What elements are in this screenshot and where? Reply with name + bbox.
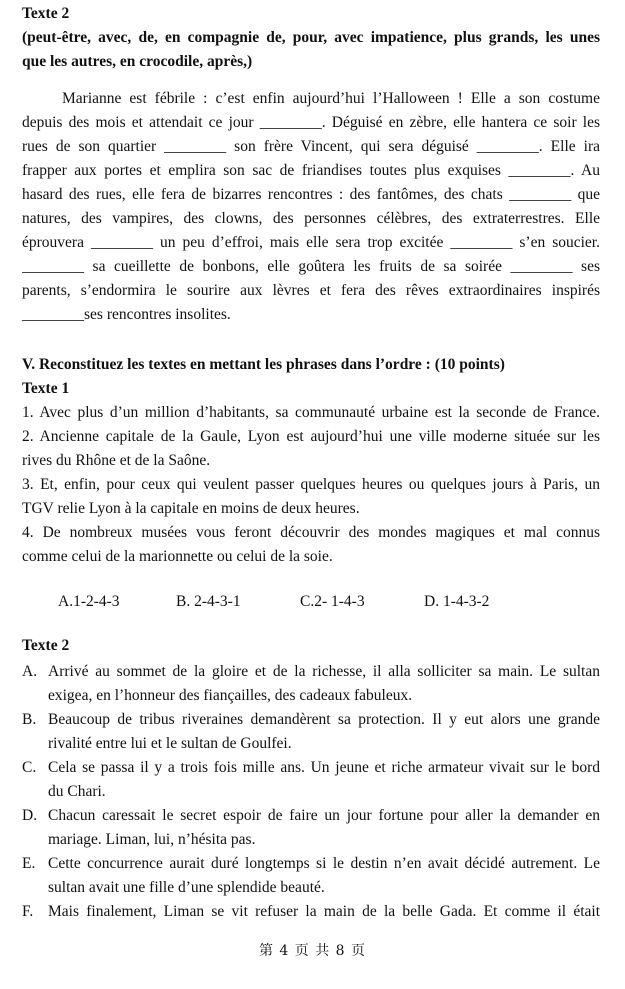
paragraph-line-6: natures, des vampires, des clowns, des personnes célèbres, des extraterrestres. Elle [22,210,600,227]
option-a: A.1-2-4-3 [58,593,120,610]
texte1-line-4: 3. Et, enfin, pour ceux qui veulent passer quelques heures ou quelques jours à Paris, un [22,476,600,493]
texte1-line-7: comme celui de la marionnette ou celui de la soie. [22,548,333,565]
paragraph-line-7: éprouvera ________ un peu d’effroi, mais elle sera trop excitée ________ s’en soucier. [22,234,600,251]
item-a-line-2: exigea, en l’honneur des fiançailles, des cadeaux fabuleux. [48,687,413,704]
paragraph-line-2: depuis des mois et attendait ce jour ________. Déguisé en zèbre, elle hantera ce soir les [22,114,600,131]
item-e-line-2: sultan avait une fille d’une splendide beauté. [48,879,325,896]
item-c-line-1: Cela se passa il y a trois fois mille ans. Un jeune et riche armateur vivait sur le bord [48,759,600,776]
item-c-line-2: du Chari. [48,783,106,800]
item-c-label: C. [22,759,37,776]
texte1-line-6: 4. De nombreux musées vous feront découvrir des mondes magiques et mal connus [22,524,600,541]
item-b-label: B. [22,711,37,728]
texte1-line-2: 2. Ancienne capitale de la Gaule, Lyon est aujourd’hui une ville moderne située sur les [22,428,600,445]
item-e-label: E. [22,855,36,872]
word-bank-line-1: (peut-être, avec, de, en compagnie de, pour, avec impatience, plus grands, les unes [22,29,600,46]
item-f-line-1: Mais finalement, Liman se vit refuser la main de la belle Gada. Et comme il était [48,903,600,920]
option-b: B. 2-4-3-1 [176,593,241,610]
option-d: D. 1-4-3-2 [424,593,490,610]
paragraph-line-9: parents, s’endormira le sourire aux lèvres et fera des rêves extraordinaires inspirés [22,282,600,299]
item-d-label: D. [22,807,38,824]
paragraph-line-4: frapper aux portes et emplira son sac de friandises toutes plus exquises ________. Au [22,162,600,179]
item-a-label: A. [22,663,38,680]
paragraph-line-3: rues de son quartier ________ son frère Vincent, qui sera déguisé ________. Elle ira [22,138,600,155]
item-d-line-1: Chacun caressait le secret espoir de faire un jour fortune pour aller la demander en [48,807,600,824]
option-c: C.2- 1-4-3 [300,593,365,610]
texte2-v-heading: Texte 2 [22,637,70,654]
section5-heading: V. Reconstituez les textes en mettant les phrases dans l’ordre : (10 points) [22,356,505,373]
texte1-line-3: rives du Rhône et de la Saône. [22,452,211,469]
texte1-line-1: 1. Avec plus d’un million d’habitants, sa communauté urbaine est la seconde de France. [22,404,600,421]
word-bank-line-2: que les autres, en crocodile, après,) [22,53,253,70]
item-a-line-1: Arrivé au sommet de la gloire et de la richesse, il alla solliciter sa main. Le sultan [48,663,600,680]
texte1-line-5: TGV relie Lyon à la capitale en moins de deux heures. [22,500,360,517]
page-number-footer: 第 4 页 共 8 页 [258,943,367,959]
item-e-line-1: Cette concurrence aurait duré longtemps si le destin n’en avait décidé autrement. Le [48,855,600,872]
paragraph-line-1: Marianne est fébrile : c’est enfin aujourd’hui l’Halloween ! Elle a son costume [62,90,600,107]
item-d-line-2: mariage. Liman, lui, n’hésita pas. [48,831,256,848]
item-f-label: F. [22,903,34,920]
texte2-heading: Texte 2 [22,5,70,22]
item-b-line-1: Beaucoup de tribus riveraines demandèrent sa protection. Il y eut alors une grande [48,711,600,728]
item-b-line-2: rivalité entre lui et le sultan de Goulfei. [48,735,292,752]
paragraph-line-10: ________ses rencontres insolites. [22,306,231,323]
texte1-heading: Texte 1 [22,380,70,397]
paragraph-line-8: ________ sa cueillette de bonbons, elle goûtera les fruits de sa soirée ________ ses [22,258,600,275]
paragraph-line-5: hasard des rues, elle fera de bizarres rencontres : des fantômes, des chats ________ que [22,186,600,203]
